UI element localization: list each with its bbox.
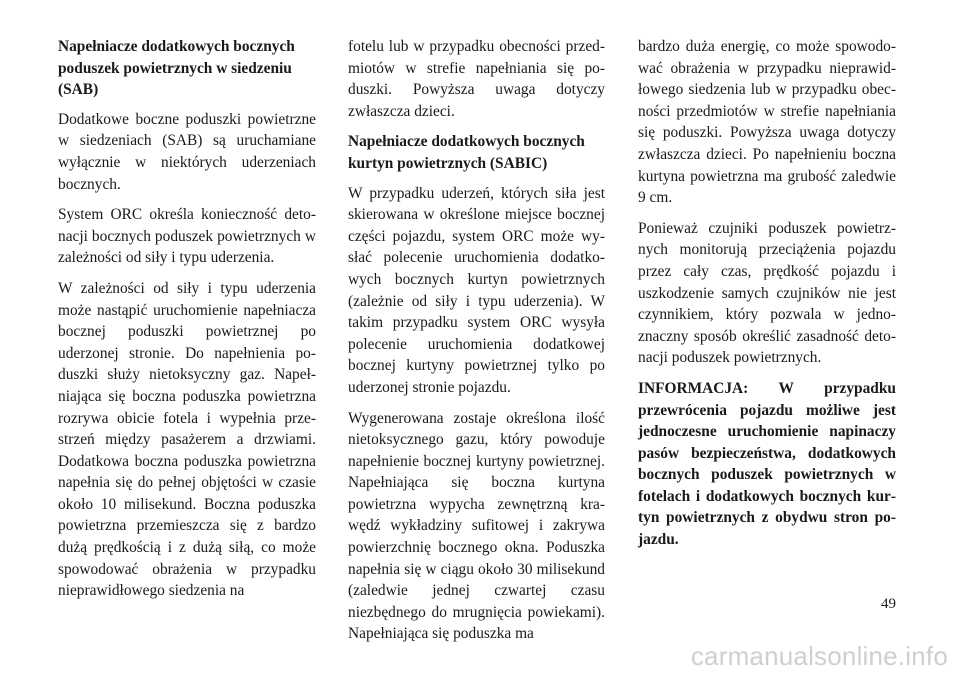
sensors-paragraph: Ponieważ czujniki poduszek powietrznych monitorują przeciążenia pojazdu przez cały czas, prędkość pojazdu i uszkodzenie samych czujników nie jest czynnikiem, który pozwala w jednoznaczny sposób określić zasadność detonacji poduszek powietrznych. — [638, 219, 896, 367]
column-1 — [58, 36, 316, 611]
column-2 — [348, 36, 605, 654]
column-3 — [638, 36, 896, 560]
sabic-paragraph-1: W przypadku uderzeń, których siła jest skierowana w określone miejsce bocznej części pojazdu, system ORC może wysłać polecenie uruchomienia dodatkowych bocznych kurtyn powietrznych (zależnie od siły i typu uderzenia). W takim przypadku system ORC wysyła polecenie uruchomienia dodatkowej bocznej kurtyny powietrznej tylko po uderzonej stronie pojazdu. — [348, 184, 605, 396]
sab-paragraph-3: W zależności od siły i typu uderzenia może nastąpić uruchomienie napełniacza bocznej poduszki powietrznej po uderzonej stronie. Do napełnienia poduszki służy nietoksyczny gaz. Napełniająca się boczna poduszka powietrzna rozrywa obicie fotela i wypełnia przestrzeń między pasażerem a drzwiami. Dodatkowa boczna poduszka powietrzna napełnia się do pełnej objętości w czasie około 10 milisekund. Boczna poduszka powietrzna przemieszcza się z bardzo dużą prędkością i z dużą siłą, co może spowodować obrażenia w przypadku nieprawidłowego siedzenia na — [58, 279, 316, 600]
sabic-paragraph-continued: bardzo duża energię, co może spowodować obrażenia w przypadku nieprawidłowego siedzenia lub w przypadku obecności przedmiotów w strefie napełniania się poduszki. Powyższa uwaga dotyczy zwłaszcza dzieci. Po napełnieniu boczna kurtyna powietrzna ma grubość zaledwie 9 cm. — [638, 38, 896, 207]
sabic-paragraph-2: Wygenerowana zostaje określona ilość nietoksycznego gazu, który powoduje napełnienie bocznej kurtyny powietrznej. Napełniająca się boczna kurtyna powietrzna wypycha zewnętrzną krawędź wykładziny sufitowej i zakrywa powierzchnię bocznego okna. Poduszka napełnia się w ciągu około 30 milisekund (zaledwie jednej czwartej czasu niezbędnego do mrugnięcia powiekami). Napełniająca się poduszka ma — [348, 409, 605, 643]
information-note: INFORMACJA: W przypadku przewrócenia pojazdu możliwe jest jednoczesne uruchomienie napinaczy pasów bezpieczeństwa, dodatkowych bocznych poduszek powietrznych w fotelach i dodatkowych bocznych kurtyn powietrznych z obydwu stron pojazdu. — [638, 379, 896, 549]
sabic-heading: Napełniacze dodatkowych bocznych kurtyn powietrznych (SABIC) — [348, 133, 585, 172]
page-number: 49 — [881, 596, 896, 612]
sab-paragraph-2: System ORC określa konieczność detonacji bocznych poduszek powietrznych w zależności od siły i typu uderzenia. — [58, 206, 316, 267]
sab-paragraph-1: Dodatkowe boczne poduszki powietrzne w siedzeniach (SAB) są uruchamiane wyłącznie w niektórych uderzeniach bocznych. — [58, 110, 316, 193]
sab-paragraph-continued: fotelu lub w przypadku obecności przedmiotów w strefie napełniania się poduszki. Powyższa uwaga dotyczy zwłaszcza dzieci. — [348, 38, 605, 120]
sab-heading: Napełniacze dodatkowych bocznych poduszek powietrznych w siedzeniu (SAB) — [58, 38, 295, 99]
watermark: carmanualsonline.info — [690, 641, 948, 671]
